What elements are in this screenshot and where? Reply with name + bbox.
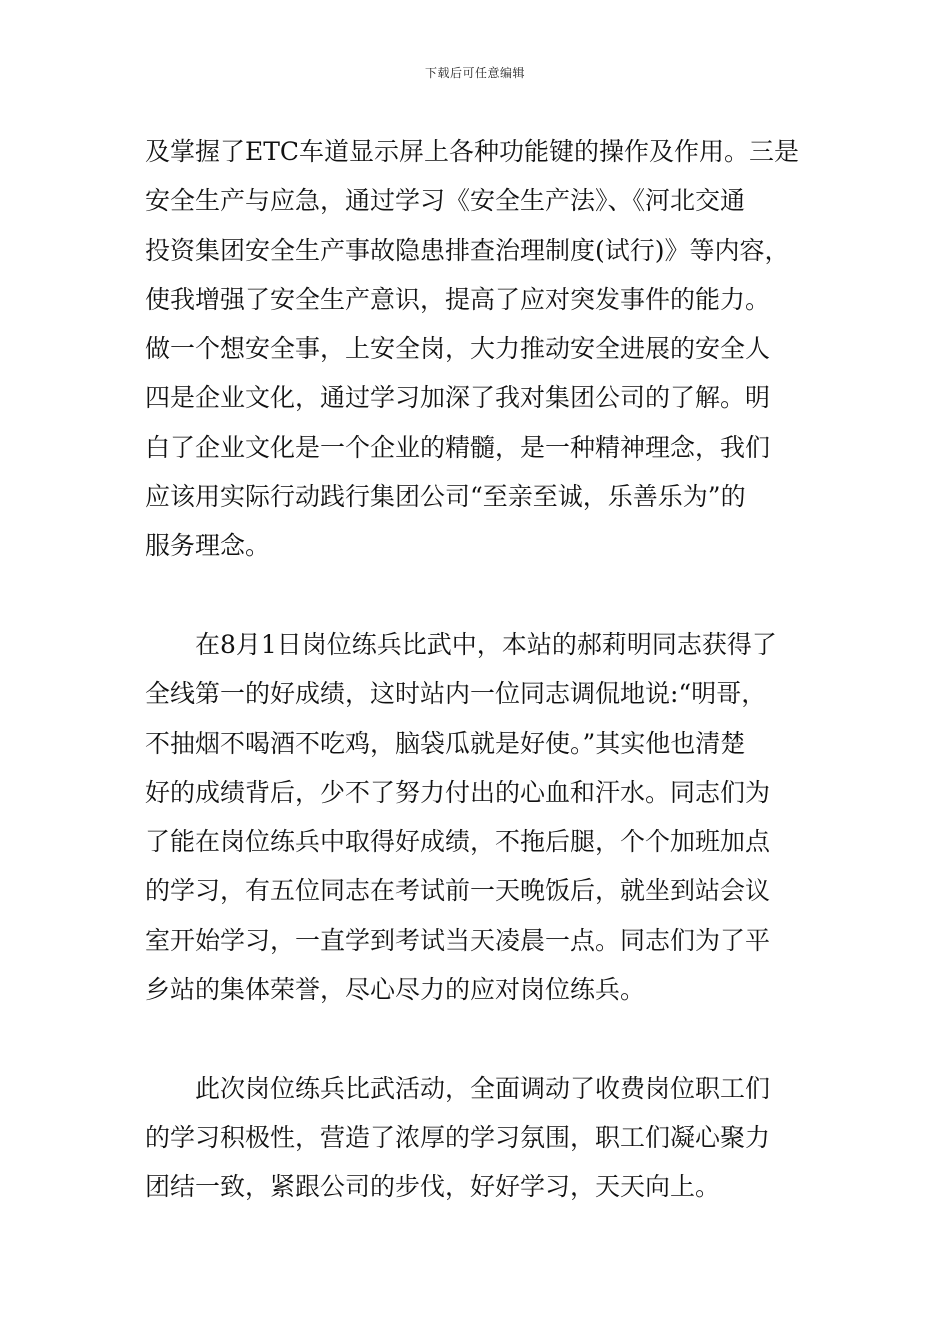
text-line: 此次岗位练兵比武活动，全面调动了收费岗位职工们	[195, 1073, 771, 1103]
text-line: 团结一致，紧跟公司的步伐，好好学习，天天向上。	[145, 1172, 721, 1202]
paragraph-1	[145, 127, 835, 571]
text-line: 的学习积极性，营造了浓厚的学习氛围，职工们凝心聚力	[145, 1122, 771, 1152]
text-line: 全线第一的好成绩，这时站内一位同志调侃地说:“明哥，	[145, 679, 767, 709]
text-line: 室开始学习，一直学到考试当天凌晨一点。同志们为了平	[145, 925, 771, 955]
text-line: 投资集团安全生产事故隐患排查治理制度(试行)》等内容，	[145, 235, 790, 265]
text-line: 做一个想安全事，上安全岗，大力推动安全进展的安全人	[145, 334, 771, 364]
page-header: 下载后可任意编辑	[424, 66, 525, 80]
text-line: 了能在岗位练兵中取得好成绩，不拖后腿，个个加班加点	[145, 827, 771, 857]
text-line: 及掌握了ETC车道显示屏上各种功能键的操作及作用。三是	[145, 137, 800, 166]
paragraph-spacer	[145, 1014, 835, 1063]
text-line: 好的成绩背后，少不了努力付出的心血和汗水。同志们为	[145, 777, 771, 807]
text-line: 的学习，有五位同志在考试前一天晚饭后，就坐到站会议	[145, 876, 771, 906]
text-line: 使我增强了安全生产意识，提高了应对突发事件的能力。	[145, 284, 771, 314]
paragraph-spacer	[145, 571, 835, 620]
text-line: 在8月1日岗位练兵比武中，本站的郝莉明同志获得了	[195, 629, 777, 659]
document-body	[145, 127, 835, 1212]
text-line: 乡站的集体荣誉，尽心尽力的应对岗位练兵。	[145, 975, 646, 1005]
paragraph-2	[145, 620, 835, 1014]
text-line: 服务理念。	[145, 531, 271, 561]
text-line: 应该用实际行动践行集团公司“至亲至诚，乐善乐为”的	[145, 482, 746, 512]
paragraph-3	[145, 1064, 835, 1212]
text-line: 安全生产与应急，通过学习《安全生产法》、《河北交通	[145, 186, 746, 216]
text-line: 不抽烟不喝酒不吃鸡，脑袋瓜就是好使。”其实他也清楚	[145, 728, 746, 758]
text-line: 四是企业文化，通过学习加深了我对集团公司的了解。明	[145, 383, 771, 413]
text-line: 白了企业文化是一个企业的精髓，是一种精神理念，我们	[145, 432, 771, 462]
